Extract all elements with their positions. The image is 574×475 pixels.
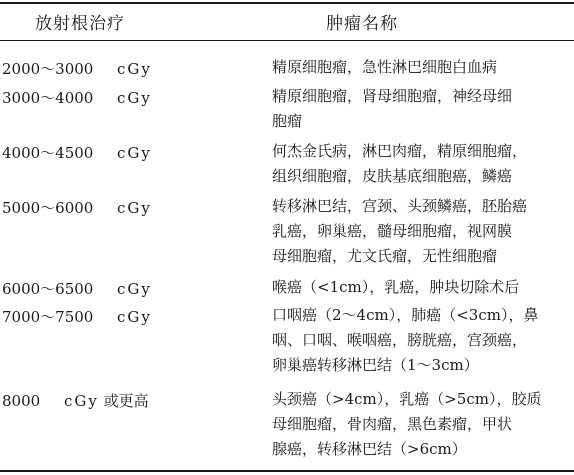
dose-cell [2, 142, 152, 163]
tumor-line: 精原细胞瘤，肾母细胞瘤，神经母细 [272, 87, 513, 105]
tumor-line: 精原细胞瘤，急性淋巴细胞白血病 [272, 58, 498, 76]
dose-unit: cGy [64, 392, 99, 410]
header-rule [0, 40, 574, 41]
tumor-column-header: 肿瘤名称 [326, 14, 398, 34]
tumor-cell [272, 387, 541, 462]
tumor-cell [272, 303, 538, 378]
tumor-line: 口咽癌（2～4cm），肺癌（<3cm），鼻 [272, 306, 539, 324]
table-bottom-rule [0, 470, 574, 472]
dose-cell [2, 58, 152, 79]
tumor-line: 转移淋巴结，宫颈、头颈鳞癌，胚胎癌 [272, 197, 528, 215]
dose-cell [2, 87, 152, 108]
dose-cell [2, 197, 152, 218]
dose-range: 6000～6500 [2, 280, 94, 298]
dose-range: 8000 [2, 392, 41, 410]
table-top-rule [0, 2, 574, 4]
dose-range: 5000～6000 [2, 199, 94, 217]
dose-unit: cGy [117, 89, 152, 107]
dose-cell [2, 390, 149, 411]
dose-range: 3000～4000 [2, 89, 94, 107]
dose-cell [2, 306, 152, 327]
tumor-line: 卵巢癌转移淋巴结（1～3cm） [272, 356, 479, 374]
tumor-line: 胞瘤 [272, 112, 303, 130]
tumor-line: 组织细胞瘤，皮肤基底细胞癌，鳞癌 [272, 167, 513, 185]
tumor-cell [272, 84, 512, 134]
dose-range: 4000～4500 [2, 144, 94, 162]
tumor-cell [272, 275, 519, 300]
tumor-line: 咽、口咽、喉咽癌，膀胱癌，宫颈癌， [272, 331, 528, 349]
dose-unit: cGy [117, 144, 152, 162]
dose-cell [2, 278, 152, 299]
dose-unit: cGy [117, 60, 152, 78]
tumor-line: 母细胞瘤，骨肉瘤，黑色素瘤，甲状 [272, 415, 513, 433]
tumor-line: 头颈癌（>4cm），乳癌（>5cm），胶质 [272, 390, 542, 408]
tumor-line: 何杰金氏病，淋巴肉瘤，精原细胞瘤， [272, 142, 528, 160]
dose-unit: cGy [117, 199, 152, 217]
dose-column-header: 放射根治疗 [35, 14, 125, 34]
tumor-cell [272, 55, 497, 80]
tumor-cell [272, 139, 527, 189]
dose-unit: cGy [117, 308, 152, 326]
dose-extra: 或更高 [103, 392, 149, 410]
dose-unit: cGy [117, 280, 152, 298]
tumor-line: 母细胞瘤，尤文氏瘤，无性细胞瘤 [272, 247, 498, 265]
tumor-line: 乳癌，卵巢癌，髓母细胞瘤，视网膜 [272, 222, 513, 240]
dose-range: 2000～3000 [2, 60, 94, 78]
tumor-line: 腺癌，转移淋巴结（>6cm） [272, 440, 467, 458]
dose-range: 7000～7500 [2, 308, 94, 326]
tumor-cell [272, 194, 527, 269]
tumor-line: 喉癌（<1cm），乳癌，肿块切除术后 [272, 278, 520, 296]
